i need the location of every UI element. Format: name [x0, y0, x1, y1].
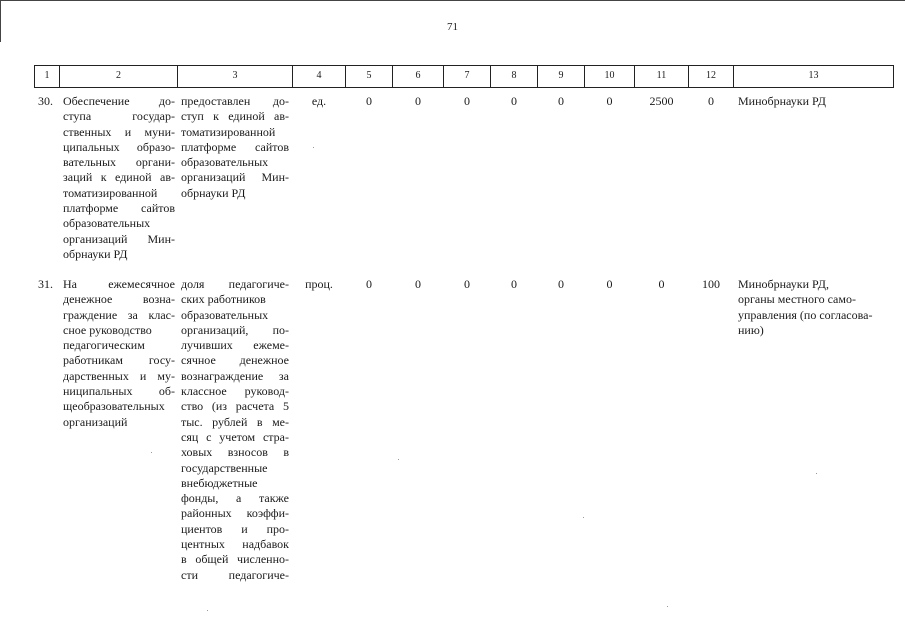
- header-col-8: 8: [511, 70, 517, 81]
- header-col-6: 6: [415, 70, 421, 81]
- value-col-6: 0: [415, 94, 421, 108]
- row-description: На ежемесячное денежное возна- граждение за клас- сное руководство педагогическим работникам госу- дарственных и му- ниципальных об- щеобразовательных организаций: [63, 277, 175, 429]
- header-col-1: 1: [44, 70, 50, 81]
- value-col-7: 0: [464, 94, 470, 108]
- row-responsible: Минобрнауки РД, органы местного само- управления (по согласова- нию): [738, 277, 873, 337]
- row-description: Обеспечение до- ступа государ- ственных и муни- ципальных образо- вательных органи- заций к единой ав- томатизированной платформе сайтов образовательных организаций Мин- обрнауки РД: [63, 94, 175, 261]
- header-col-12: 12: [706, 70, 716, 81]
- scan-speck: [151, 452, 152, 453]
- header-col-2: 2: [116, 70, 121, 81]
- row-indicator: доля педагогиче- ских работников образовательных организаций, по- лучивших ежеме- сячное денежное вознаграждение за классное руковод- ство (из расчета 5 тыс. рублей в ме- сяц с учетом стра- ховых взносов в государственные внебюджетные фонды, а также районных коэффи- циентов и про- центных надбавок в общей численно- сти педагогиче-: [181, 277, 289, 582]
- row-unit: проц.: [305, 277, 333, 291]
- row-number: 31.: [38, 277, 53, 291]
- scan-speck: [207, 610, 208, 611]
- scan-edge: [0, 0, 905, 1]
- header-col-9: 9: [558, 70, 564, 81]
- row-unit: ед.: [311, 94, 327, 108]
- scan-speck: [313, 147, 314, 148]
- value-col-5: 0: [366, 277, 372, 291]
- value-col-12: 100: [702, 277, 720, 291]
- column-divider: [893, 65, 894, 87]
- scan-speck: [583, 517, 584, 518]
- header-col-4: 4: [316, 70, 322, 81]
- value-col-7: 0: [464, 277, 470, 291]
- scan-speck: [398, 459, 399, 460]
- value-col-8: 0: [511, 277, 517, 291]
- value-col-12: 0: [708, 94, 714, 108]
- value-col-9: 0: [558, 94, 564, 108]
- header-col-5: 5: [366, 70, 372, 81]
- row-responsible: Минобрнауки РД: [738, 94, 826, 108]
- table-header-bottom-rule: [34, 87, 894, 88]
- value-col-9: 0: [558, 277, 564, 291]
- value-col-6: 0: [415, 277, 421, 291]
- header-col-13: 13: [808, 70, 819, 81]
- value-col-10: 0: [606, 277, 613, 291]
- value-col-11: 2500: [649, 94, 674, 108]
- page-number: 71: [447, 21, 458, 33]
- header-col-7: 7: [464, 70, 470, 81]
- value-col-5: 0: [366, 94, 372, 108]
- value-col-11: 0: [658, 277, 665, 291]
- scan-speck: [667, 606, 668, 607]
- value-col-10: 0: [606, 94, 613, 108]
- row-number: 30.: [38, 94, 53, 108]
- value-col-8: 0: [511, 94, 517, 108]
- scan-speck: [816, 473, 817, 474]
- header-col-10: 10: [604, 70, 615, 81]
- header-col-11: 11: [656, 70, 667, 81]
- header-col-3: 3: [232, 70, 238, 81]
- row-indicator: предоставлен до- ступ к единой ав- томатизированной платформе сайтов образовательных организаций Мин- обрнауки РД: [181, 94, 289, 200]
